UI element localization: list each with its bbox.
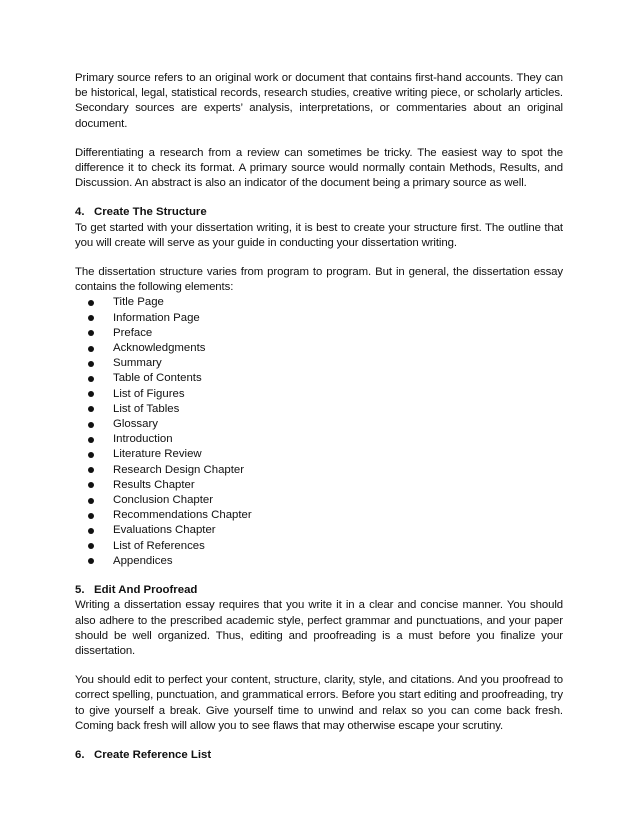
bullet-icon bbox=[88, 452, 94, 458]
paragraph-structure-intro: To get started with your dissertation writing, it is best to create your structure first. The outline that you will create will serve as your guide in conducting your dissertation writing. bbox=[75, 221, 563, 249]
list-item bbox=[88, 341, 563, 356]
list-item bbox=[88, 356, 563, 371]
bullet-icon bbox=[88, 498, 94, 504]
heading-number: 5. bbox=[75, 584, 85, 597]
bullet-icon bbox=[88, 513, 94, 519]
section-heading-4 bbox=[75, 205, 563, 220]
list-item bbox=[88, 508, 563, 523]
paragraph-primary-source: Primary source refers to an original work or document that contains first-hand accounts. They can be historical, legal, statistical records, research studies, creative writing piece, or scholarly articles. Secondary sources are experts’ analysis, interpretations, or commentaries about an original document. bbox=[75, 72, 563, 130]
list-item-label: Acknowledgments bbox=[113, 342, 206, 355]
list-item bbox=[88, 417, 563, 432]
list-item-label: Introduction bbox=[113, 433, 173, 446]
list-item bbox=[88, 493, 563, 508]
list-item bbox=[88, 539, 563, 554]
list-item bbox=[88, 523, 563, 538]
bullet-icon bbox=[88, 391, 94, 397]
list-item bbox=[88, 478, 563, 493]
list-item-label: List of References bbox=[113, 539, 205, 552]
list-item-label: Preface bbox=[113, 326, 153, 339]
bullet-icon bbox=[88, 528, 94, 534]
list-item-label: Table of Contents bbox=[113, 372, 202, 385]
bullet-icon bbox=[88, 330, 94, 336]
bullet-icon bbox=[88, 543, 94, 549]
list-item-label: Recommendations Chapter bbox=[113, 509, 252, 522]
list-item bbox=[88, 447, 563, 462]
bullet-icon bbox=[88, 437, 94, 443]
paragraph-edit-proofread: Writing a dissertation essay requires that you write it in a clear and concise manner. You should also adhere to the prescribed academic style, perfect grammar and punctuations, and your paper should be well organized. Thus, editing and proofreading is a must before you finalize your dissertation. bbox=[75, 599, 563, 657]
list-item bbox=[88, 326, 563, 341]
list-item bbox=[88, 311, 563, 326]
section-heading-5 bbox=[75, 583, 563, 598]
bullet-icon bbox=[88, 482, 94, 488]
bullet-icon bbox=[88, 406, 94, 412]
list-item bbox=[88, 463, 563, 478]
heading-title: Edit And Proofread bbox=[94, 584, 198, 597]
list-item-label: Conclusion Chapter bbox=[113, 494, 214, 507]
list-item-label: List of Tables bbox=[113, 402, 180, 415]
list-item-label: Literature Review bbox=[113, 448, 202, 461]
list-item bbox=[88, 432, 563, 447]
list-item-label: List of Figures bbox=[113, 387, 185, 400]
paragraph-differentiating: Differentiating a research from a review can sometimes be tricky. The easiest way to spot the difference it to check its format. A primary source would normally contain Methods, Results, and Discussion. An abstract is also an indicator of the document being a primary source as well. bbox=[75, 146, 563, 190]
list-item-label: Title Page bbox=[113, 296, 164, 309]
list-item-label: Results Chapter bbox=[113, 478, 195, 491]
list-item bbox=[88, 402, 563, 417]
bullet-icon bbox=[88, 346, 94, 352]
bullet-icon bbox=[88, 300, 94, 306]
list-item bbox=[88, 371, 563, 386]
list-item bbox=[88, 387, 563, 402]
structure-elements-list bbox=[75, 295, 563, 569]
list-item bbox=[88, 295, 563, 310]
heading-number: 6. bbox=[75, 748, 85, 761]
heading-title: Create Reference List bbox=[94, 748, 212, 761]
bullet-icon bbox=[88, 376, 94, 382]
heading-title: Create The Structure bbox=[94, 206, 207, 219]
list-item-label: Research Design Chapter bbox=[113, 463, 245, 476]
bullet-icon bbox=[88, 315, 94, 321]
heading-number: 4. bbox=[75, 206, 85, 219]
list-item-label: Glossary bbox=[113, 418, 158, 431]
list-item bbox=[88, 554, 563, 569]
list-item-label: Appendices bbox=[113, 554, 173, 567]
list-item-label: Information Page bbox=[113, 311, 200, 324]
section-heading-6 bbox=[75, 748, 563, 763]
list-item-label: Evaluations Chapter bbox=[113, 524, 216, 537]
list-item-label: Summary bbox=[113, 357, 162, 370]
paragraph-structure-varies: The dissertation structure varies from program to program. But in general, the dissertation essay contains the following elements: bbox=[75, 266, 563, 294]
paragraph-edit-perfect: You should edit to perfect your content, structure, clarity, style, and citations. And you proofread to correct spelling, punctuation, and grammatical errors. Before you start editing and proofreading, try to give yourself a break. Give yourself time to unwind and relax so you can come back fresh. Coming back fresh will allow you to see flaws that may otherwise escape your scrutiny. bbox=[75, 674, 563, 732]
bullet-icon bbox=[88, 467, 94, 473]
bullet-icon bbox=[88, 422, 94, 428]
bullet-icon bbox=[88, 558, 94, 564]
bullet-icon bbox=[88, 361, 94, 367]
